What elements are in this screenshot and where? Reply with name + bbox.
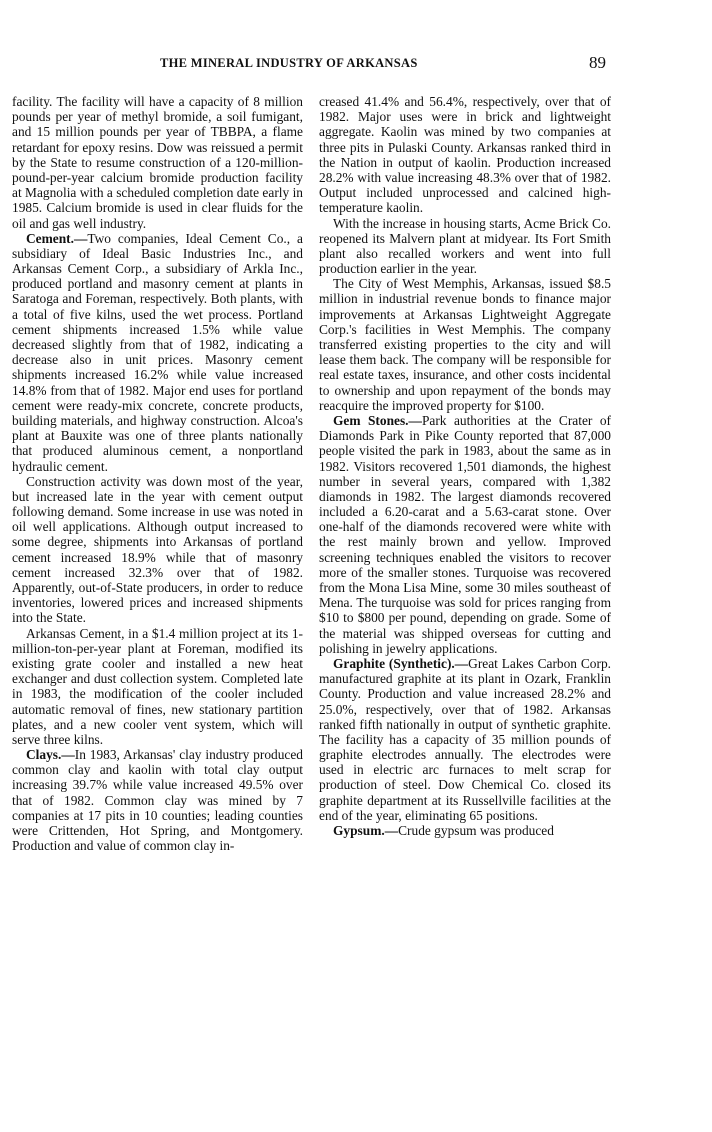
running-header — [0, 53, 712, 78]
section-heading-cement: Cement.— — [26, 230, 88, 246]
paragraph-graphite — [319, 656, 611, 823]
running-title: THE MINERAL INDUSTRY OF ARKANSAS — [160, 56, 418, 70]
left-column — [12, 94, 303, 853]
section-heading-graphite: Graphite (Synthetic).— — [333, 655, 469, 671]
paragraph-text: Great Lakes Carbon Corp. manufactured graphite at its plant in Ozark, Franklin County. Production and value increased 28.2% and 25.0%, respectively, over that of 1982. Arkansas ranked fifth nationally in output of synthetic graphite. The facility has a capacity of 35 million pounds of graphite electrodes annually. The electrodes were used in electric arc furnaces to melt scrap for production of steel. Dow Chemical Co. closed its graphite department at its Russellville facilities at the end of the year, eliminating 65 positions. — [319, 655, 611, 823]
paragraph-bromine-continued: facility. The facility will have a capacity of 8 million pounds per year of methyl bromide, a soil fumigant, and 15 million pounds per year of TBBPA, a flame retardant for epoxy resins. Dow was reissued a permit by the State to resume construction of a 120-million-pound-per-year calcium bromide production facility at Magnolia with a scheduled completion date early in 1985. Calcium bromide is used in clear fluids for the oil and gas well industry. — [12, 94, 303, 231]
section-heading-clays: Clays.— — [26, 747, 75, 763]
paragraph-text: In 1983, Arkansas' clay industry produced common clay and kaolin with total clay output increasing 39.7% while value increased 49.5% over that of 1982. Common clay was mined by 7 companies at 17 pits in 10 counties; leading counties were Crittenden, Hot Spring, and Montgomery. Production and value of common clay in- — [12, 747, 303, 854]
paragraph-gypsum — [319, 823, 611, 838]
paragraph-text: Park authorities at the Crater of Diamonds Park in Pike County reported that 87,000 people visited the park in 1983, about the same as in 1982. Visitors recovered 1,501 diamonds, the highest number in several years, compared with 1,382 diamonds in 1982. The largest diamonds recovered included a 6.20-carat and a 5.63-carat stone. Over one-half of the diamonds recovered were white with the rest mainly brown and yellow. Improved screening techniques enabled the visitors to recover more of the smaller stones. Turquoise was recovered from the Mona Lisa Mine, some 30 miles southeast of Mena. The turquoise was sold for prices ranging from $10 to $800 per pound, depending on grade. Some of the material was shipped overseas for cutting and polishing in jewelry applications. — [319, 412, 611, 656]
paragraph-acme-brick: With the increase in housing starts, Acme Brick Co. reopened its Malvern plant at midyear. Its Fort Smith plant also recalled workers and went into full production earlier in the year. — [319, 215, 611, 277]
paragraph-construction: Construction activity was down most of the year, but increased late in the year with cement output following demand. Some increase in use was noted in oil well applications. Although output increased to some degree, shipments into Arkansas of portland cement increased 18.9% while that of masonry cement increased 32.3% over that of 1982. Apparently, out-of-State producers, in order to reduce inventories, lowered prices and increased shipments into the State. — [12, 473, 303, 626]
section-heading-gypsum: Gypsum.— — [333, 823, 399, 838]
paragraph-arkansas-cement: Arkansas Cement, in a $1.4 million project at its 1-million-ton-per-year plant at Foreman, modified its existing grate cooler and installed a new heat exchanger and dust collection system. Completed late in 1983, the modification of the cooler included automatic removal of fines, new stationary partition plates, and a new cooler vent system, which will serve three kilns. — [12, 625, 303, 747]
section-heading-gem-stones: Gem Stones.— — [333, 412, 422, 428]
paragraph-west-memphis: The City of West Memphis, Arkansas, issued $8.5 million in industrial revenue bonds to finance major improvements at Arkansas Lightweight Aggregate Corp.'s facilities in West Memphis. The company transferred existing properties to the city and will lease them back. The company will be responsible for real estate taxes, insurance, and other costs incidental to ownership and upon repayment of the bonds may reacquire the improved property for $100. — [319, 276, 611, 413]
paragraph-text: Crude gypsum was produced — [398, 823, 554, 838]
paragraph-text: Two companies, Ideal Cement Co., a subsidiary of Ideal Basic Industries Inc., and Arkansas Cement Corp., a subsidiary of Arkla Inc., produced portland and masonry cement at plants in Saratoga and Foreman, respectively. Both plants, with a total of five kilns, used the wet process. Portland cement shipments increased 1.5% while value decreased slightly from that of 1982, indicating a decrease also in unit prices. Masonry cement shipments increased 16.2% while value increased 14.8% from that of 1982. Major end uses for portland cement were ready-mix concrete, concrete products, building materials, and highway construction. Alcoa's plant at Bauxite was one of three plants nationally that produced aluminous cement, a nonportland hydraulic cement. — [12, 230, 303, 474]
page-number: 89 — [589, 53, 606, 72]
paragraph-clays-continued: creased 41.4% and 56.4%, respectively, over that of 1982. Major uses were in brick and lightweight aggregate. Kaolin was mined by two companies at three pits in Pulaski County. Arkansas ranked third in the Nation in output of kaolin. Production increased 28.2% with value increasing 48.3% over that of 1982. Output included unprocessed and calcined high-temperature kaolin. — [319, 94, 611, 216]
paragraph-cement — [12, 231, 303, 474]
paragraph-gem-stones — [319, 413, 611, 656]
right-column — [319, 94, 611, 838]
paragraph-clays — [12, 747, 303, 853]
